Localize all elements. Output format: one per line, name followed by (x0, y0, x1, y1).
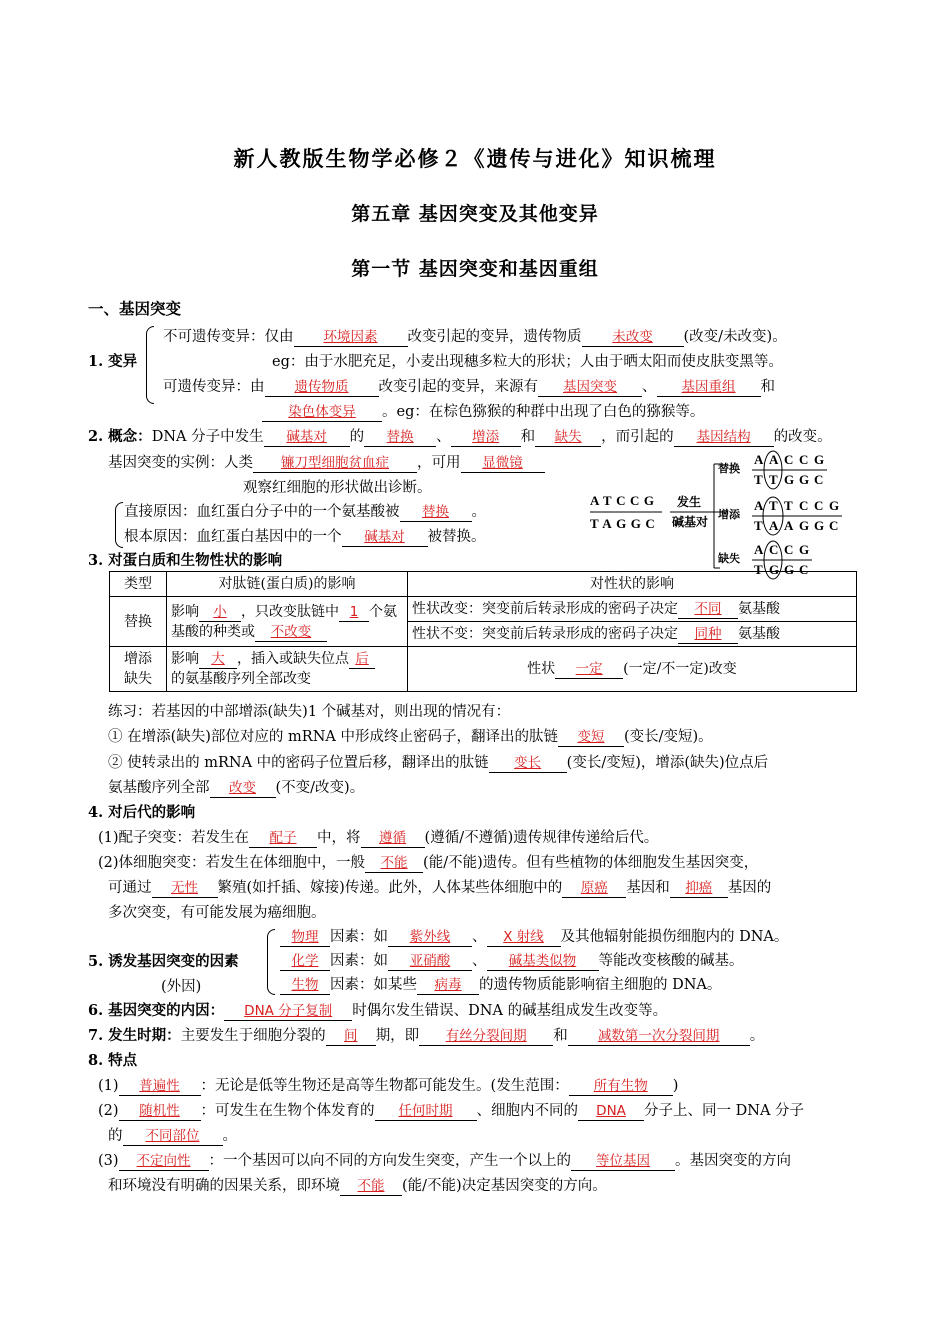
factors-brace (267, 929, 275, 995)
mutation-top-base: G (829, 498, 840, 513)
mutation-bottom-base: A (784, 518, 794, 533)
arrow-label-bottom: 碱基对 (672, 515, 709, 529)
offspring-l3: 可通过 无性 繁殖(如扦插、嫁接)传递。此外，人体某些体细胞中的 原癌 基因和 抑癌 基因的 (108, 880, 772, 896)
substitution-trait-change: 性状改变：突变前后转录形成的密码子决定 不同 氨基酸 (408, 597, 857, 622)
mutation-bottom-base: C (814, 472, 824, 487)
chapter-title: 第五章 基因突变及其他变异 (351, 203, 599, 225)
header-type: 类型 (110, 572, 167, 597)
variation-label: 1. 变异 (88, 353, 138, 370)
mutation-top-base: C (799, 498, 809, 513)
insertion-trait-effect: 性状 一定 (一定/不一定)改变 (408, 647, 857, 692)
mutation-row-label: 替换 (718, 463, 740, 475)
mutation-top-base: C (769, 542, 779, 557)
mutation-top-base: T (769, 498, 778, 513)
main-title: 新人教版生物学必修２《遗传与进化》知识梳理 (233, 146, 717, 171)
mutation-bottom-base: G (769, 562, 780, 577)
feature-3: (3) 不定向性 ：一个基因可以向不同的方向发生突变，产生一个以上的 等位基因 。基因突变的方向 (98, 1153, 792, 1169)
mutation-rows (718, 451, 842, 579)
variation-line-3: 可遗传变异：由 遗传物质 改变引起的变异，来源有 基因突变 、 基因重组 和 (163, 379, 775, 395)
arrow-label-top: 发生 (677, 495, 702, 509)
section-title: 第一节 基因突变和基因重组 (351, 258, 599, 280)
mutation-bottom-base: T (754, 518, 763, 533)
mutation-bottom-base: T (754, 472, 763, 487)
exercise-q2: ② 使转录出的 mRNA 中的密码子位置后移，翻译出的肽链 变长 (变长/变短)，增添(缺失)位点后 (108, 755, 769, 771)
mutation-top-base: A (754, 452, 764, 467)
exercise-q3: 氨基酸序列全部 改变 (不变/改变)。 (108, 780, 365, 796)
offspring-l2: (2)体细胞突变：若发生在体细胞中，一般 不能 (能/不能)遗传。但有些植物的体细胞发生基因突变， (98, 855, 759, 871)
factor-chemical: 化学 因素：如 亚硝酸 、 碱基类似物 等能改变核酸的碱基。 (280, 951, 744, 971)
insertion-peptide-effect: 影响 大 ，插入或缺失位点 后 的氨基酸序列全部改变 (167, 647, 408, 692)
factor-biological: 生物 因素：如某些 病毒 的遗传物质能影响宿主细胞的 DNA。 (280, 975, 721, 995)
mutation-top-base: G (814, 452, 825, 467)
mutation-bottom-base: G (799, 518, 810, 533)
type-insertion-deletion: 增添 缺失 (110, 647, 167, 692)
header-trait: 对性状的影响 (408, 572, 857, 597)
factors-label: 5. 诱发基因突变的因素 (88, 953, 239, 970)
effect-table (109, 571, 857, 692)
mutation-top-base: A (754, 542, 764, 557)
cause-brace (115, 502, 123, 548)
mutation-top-base: C (784, 542, 794, 557)
mutation-bottom-base: G (784, 562, 795, 577)
mutation-top-base: T (784, 498, 793, 513)
substitution-trait-same: 性状不变：突变前后转录形成的密码子决定 同种 氨基酸 (408, 622, 857, 647)
header-peptide: 对肽链(蛋白质)的影响 (167, 572, 408, 597)
type-substitution: 替换 (110, 597, 167, 647)
part-heading: 一、基因突变 (88, 299, 182, 318)
feature-3b: 和环境没有明确的因果关系，即环境 不能 (能/不能)决定基因突变的方向。 (108, 1178, 607, 1194)
concept-line-2: 基因突变的实例：人类 镰刀型细胞贫血症 ，可用 显微镜 (108, 453, 545, 473)
mutation-top-base: C (784, 452, 794, 467)
original-bottom-strand: TAGGC (590, 516, 660, 531)
mutation-bottom-base: G (814, 518, 825, 533)
substitution-peptide-effect: 影响 小 ，只改变肽链中 1 个氨基酸的种类或 不改变 (167, 597, 408, 647)
root-cause: 根本原因：血红蛋白基因中的一个 碱基对 被替换。 (124, 529, 486, 545)
offspring-l4: 多次突变，有可能发展为癌细胞。 (108, 905, 326, 921)
table-row (110, 597, 857, 622)
offspring-l1: (1)配子突变：若发生在 配子 中，将 遵循 (遵循/不遵循)遗传规律传递给后代。 (98, 830, 659, 846)
table-header-row (110, 572, 857, 597)
mutation-row-label: 缺失 (718, 553, 740, 565)
concept-line-3: 观察红细胞的形状做出诊断。 (243, 480, 432, 496)
feature-1: (1) 普遍性 ：无论是低等生物还是高等生物都可能发生。(发生范围： 所有生物 ) (98, 1078, 679, 1094)
exercise-q1: ① 在增添(缺失)部位对应的 mRNA 中形成终止密码子，翻译出的肽链 变短 (变长/变短)。 (108, 729, 713, 745)
mutation-bottom-base: T (754, 562, 763, 577)
mutation-top-base: A (769, 452, 779, 467)
offspring-heading: 4. 对后代的影响 (88, 804, 196, 821)
effect-heading: 3. 对蛋白质和生物性状的影响 (88, 552, 283, 569)
mutation-top-base: G (799, 542, 810, 557)
original-top-strand: ATCCG (590, 493, 659, 508)
mutation-bottom-base: G (799, 472, 810, 487)
mutation-bottom-base: A (769, 518, 779, 533)
feature-2: (2) 随机性 ：可发生在生物个体发育的 任何时期 、细胞内不同的 DNA 分子上、同一 DNA 分子 (98, 1103, 805, 1119)
mutation-top-base: C (814, 498, 824, 513)
feature-2b: 的 不同部位 。 (108, 1128, 237, 1144)
factor-physical: 物理 因素：如 紫外线 、 X 射线 及其他辐射能损伤细胞内的 DNA。 (280, 927, 788, 947)
exercise-intro: 练习：若基因的中部增添(缺失)1 个碱基对，则出现的情况有： (108, 704, 511, 720)
mutation-top-base: A (754, 498, 764, 513)
concept-line-1: 2. 概念：DNA 分子中发生 碱基对 的 替换 、 增添 和 缺失 ，而引起的 基因结构 的改变。 (88, 428, 832, 445)
variation-line-2: eg：由于水肥充足，小麦出现穗多粒大的形状；人由于晒太阳而使皮肤变黑等。 (272, 354, 783, 370)
features-heading: 8. 特点 (88, 1052, 138, 1069)
mutation-row-label: 增添 (718, 509, 740, 521)
variation-line-4: 染色体变异 。eg：在棕色猕猴的种群中出现了白色的猕猴等。 (262, 402, 704, 422)
mutation-bottom-base: C (829, 518, 839, 533)
direct-cause: 直接原因：血红蛋白分子中的一个氨基酸被 替换 。 (124, 504, 486, 520)
mutation-diagram (586, 450, 848, 580)
mutation-bottom-base: C (799, 562, 809, 577)
factors-sub: (外因) (161, 979, 202, 995)
variation-brace (146, 326, 154, 404)
timing: 7. 发生时期：主要发生于细胞分裂的 间 期，即 有丝分裂间期 和 减数第一次分裂间期 。 (88, 1027, 765, 1044)
mutation-top-base: C (799, 452, 809, 467)
table-row (110, 647, 857, 692)
variation-line-1: 不可遗传变异：仅由 环境因素 改变引起的变异，遗传物质 未改变 (改变/未改变)。 (163, 329, 787, 345)
internal-cause: 6. 基因突变的内因： DNA 分子复制 时偶尔发生错误、DNA 的碱基组成发生改变等。 (88, 1002, 668, 1019)
mutation-bottom-base: G (784, 472, 795, 487)
mutation-bottom-base: T (769, 472, 778, 487)
